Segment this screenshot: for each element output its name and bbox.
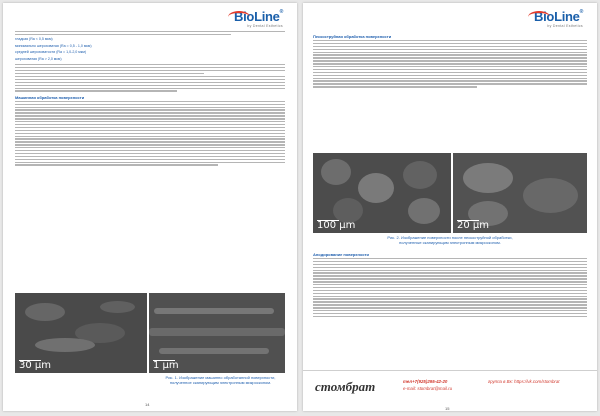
email: e-mail: stombrat@mail.ru [403,385,453,391]
sem-image-blasted-100um [313,153,451,233]
list-item: шероховатая (Ra > 2,0 мкм) [15,56,62,61]
section-heading: Машинная обработка поверхности [15,94,85,100]
logo-swoosh-icon [228,11,250,23]
body-text [15,76,285,92]
intro-text [15,31,285,35]
page-number: 14 [145,402,150,407]
brand-tagline: by Dental Esthetics [547,24,583,28]
body-text [313,40,587,88]
list-item: средней шероховатости (Ra = 1,0-2,0 мкм) [15,50,87,55]
right-page [303,3,597,411]
brand-logo [534,9,583,28]
scale-label: 100 µm [317,220,356,231]
scale-label: 1 µm [153,360,179,371]
logo-swoosh-icon [528,11,550,23]
phone: тел+7(925)295-42-20 [403,379,448,384]
sem-image-machined-1um [149,293,285,373]
page-number: 15 [445,406,450,411]
brand-logo [234,9,283,28]
sem-image-blasted-20um [453,153,587,233]
right-text-column [313,31,587,90]
list-item: минимально шероховатая (Ra = 0,5 - 1,0 мкм) [15,43,92,48]
stombrat-logo: стомбрат [315,379,376,394]
list-item: гладкая (Ra < 0,5 мкм) [15,37,53,42]
anodizing-section [313,249,587,319]
brand-name: BioLine® [534,9,583,24]
section-heading: Пескоструйная обработка поверхности [313,34,392,39]
sem-image-machined-30um [15,293,147,373]
body-text [313,258,587,317]
body-text [15,64,285,74]
contact-info [403,379,560,392]
body-text [15,101,285,166]
brand-name: BioLine® [234,9,283,24]
section-heading: Анодирование поверхности [313,252,369,257]
social-link[interactable]: группа в Вк: https://vk.com/stombrat [488,379,560,384]
left-text-column [15,31,285,168]
figure-caption: Рис. 1. Изображение машинно обработанной поверхности, полученное сканирующим электронным микроскопом. [165,375,276,385]
scale-label: 20 µm [457,220,490,231]
left-page [3,3,297,411]
contact-footer [303,370,597,411]
figure-caption: Рис. 2. Изображение поверхности после пескоструйной обработки, полученные сканирующим электронным микроскопом. [387,235,513,245]
scale-label: 30 µm [19,360,52,371]
brand-tagline: by Dental Esthetics [247,24,283,28]
